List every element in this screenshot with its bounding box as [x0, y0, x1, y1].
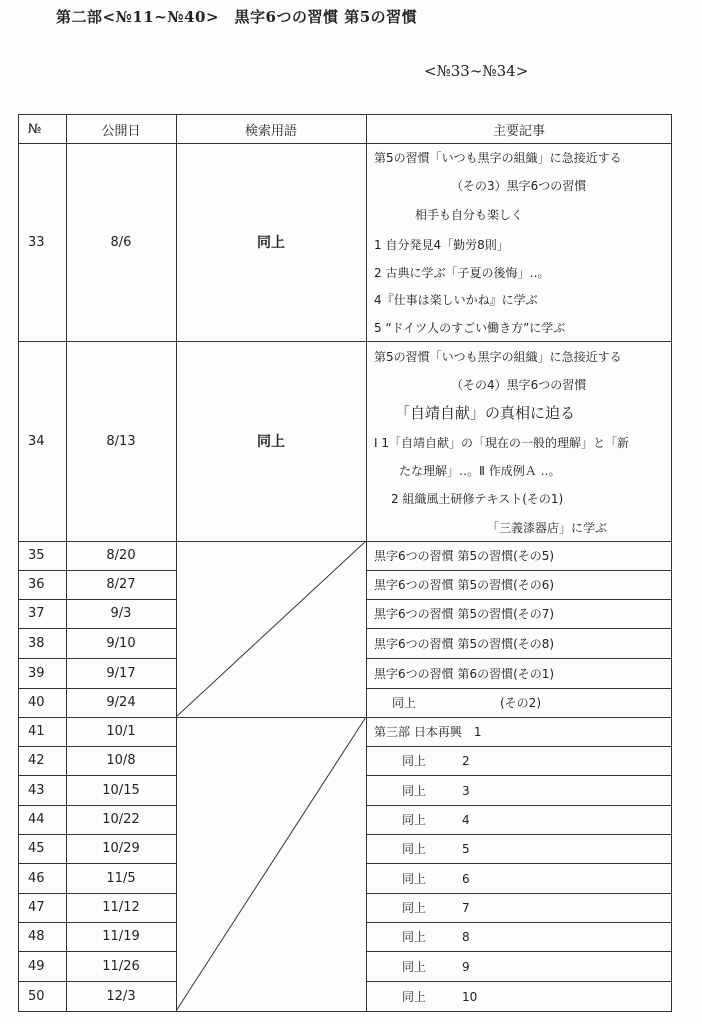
row-date: 9/10: [106, 635, 136, 651]
row-no: 35: [28, 548, 45, 563]
page-title: 第二部<№11~№40> 黒字6つの習慣 第5の習慣: [56, 8, 418, 26]
article-line: 「自靖自献」の真相に迫る: [395, 404, 576, 422]
article-line: 相手も自分も楽しく: [415, 208, 524, 222]
row-article: 黒字6つの習慣 第5の習慣(その5): [374, 549, 555, 563]
article-line: 第5の習慣「いつも黒字の組織」に急接近する: [374, 151, 622, 165]
row-article: 黒字6つの習慣 第5の習慣(その7): [374, 607, 555, 621]
row-no: 38: [28, 635, 45, 651]
row-article: 同上 4: [402, 813, 470, 827]
row-date: 8/13: [106, 433, 136, 449]
row-date: 8/20: [106, 548, 136, 563]
row-no: 45: [28, 841, 45, 856]
row-no: 48: [28, 929, 45, 944]
schedule-table: [18, 114, 672, 1012]
row-no: 34: [28, 433, 45, 449]
row-no: 44: [28, 812, 45, 827]
row-date: 11/5: [106, 870, 136, 886]
row-article: 同上 10: [402, 989, 478, 1004]
row-date: 10/8: [106, 753, 136, 768]
row-date: 11/12: [102, 900, 140, 915]
row-article: 同上 5: [402, 842, 470, 856]
row-no: 42: [28, 753, 45, 768]
row-no: 41: [28, 724, 45, 739]
article-line: たな理解」‥。Ⅱ 作成例Ａ ‥。: [399, 464, 561, 478]
row-date: 10/29: [102, 841, 140, 856]
row-date: 8/6: [110, 234, 132, 250]
row-no: 43: [28, 782, 45, 798]
row-date: 9/3: [110, 606, 132, 621]
article-line: 1 自分発見4「勤労8則」: [374, 238, 509, 252]
row-article: 同上 7: [402, 901, 470, 915]
row-no: 33: [28, 234, 45, 250]
row-no: 36: [28, 577, 45, 592]
header-term: 検索用語: [244, 123, 297, 139]
row-no: 50: [28, 988, 45, 1004]
row-article: 第三部 日本再興 1: [374, 725, 482, 739]
row-article: 黒字6つの習慣 第6の習慣(その1): [374, 666, 555, 681]
article-line: 第5の習慣「いつも黒字の組織」に急接近する: [374, 350, 622, 364]
article-line: 「三義漆器店」に学ぶ: [487, 521, 608, 535]
row-date: 9/17: [106, 665, 136, 681]
row-term: 同上: [257, 434, 285, 450]
page-subtitle: <№33~№34>: [424, 62, 529, 80]
row-date: 11/19: [102, 929, 140, 944]
row-article: 同上 9: [402, 959, 470, 974]
article-line: 4『仕事は楽しいかね』に学ぶ: [374, 293, 538, 307]
row-article: 同上 6: [402, 871, 470, 886]
row-article: 同上 8: [402, 930, 470, 944]
row-date: 12/3: [106, 988, 136, 1004]
row-date: 10/15: [102, 782, 140, 798]
row-date: 11/26: [102, 958, 140, 974]
row-no: 47: [28, 900, 45, 915]
header-article: 主要記事: [492, 123, 545, 139]
row-article: 黒字6つの習慣 第5の習慣(その8): [374, 636, 555, 651]
article-line: （その4）黒字6つの習慣: [451, 378, 587, 392]
row-date: 8/27: [106, 577, 136, 592]
row-date: 10/22: [102, 812, 140, 827]
row-date: 10/1: [106, 724, 136, 739]
row-no: 49: [28, 958, 45, 974]
diagonal-slash-35-40: [176, 541, 366, 717]
row-article: 同上 (その2): [392, 696, 541, 710]
article-line: 2 組織風土研修テキスト(その1): [391, 492, 564, 506]
header-date: 公開日: [101, 123, 141, 139]
row-article: 同上 2: [402, 754, 470, 768]
row-no: 37: [28, 606, 45, 621]
row-date: 9/24: [106, 695, 136, 710]
article-line: （その3）黒字6つの習慣: [451, 179, 587, 193]
diagonal-slash-41-50: [176, 717, 366, 1011]
article-line: Ⅰ 1「自靖自献」の「現在の一般的理解」と「新: [374, 436, 629, 450]
row-article: 同上 3: [402, 783, 470, 798]
article-line: 5 “ドイツ人のすごい働き方”に学ぶ: [374, 321, 566, 335]
article-line: 2 古典に学ぶ「子夏の後悔」‥。: [374, 266, 550, 280]
row-article: 黒字6つの習慣 第5の習慣(その6): [374, 578, 555, 592]
row-term: 同上: [257, 235, 285, 251]
row-no: 46: [28, 870, 45, 886]
header-no: №: [28, 121, 42, 137]
row-no: 39: [28, 665, 45, 681]
row-no: 40: [28, 695, 45, 710]
